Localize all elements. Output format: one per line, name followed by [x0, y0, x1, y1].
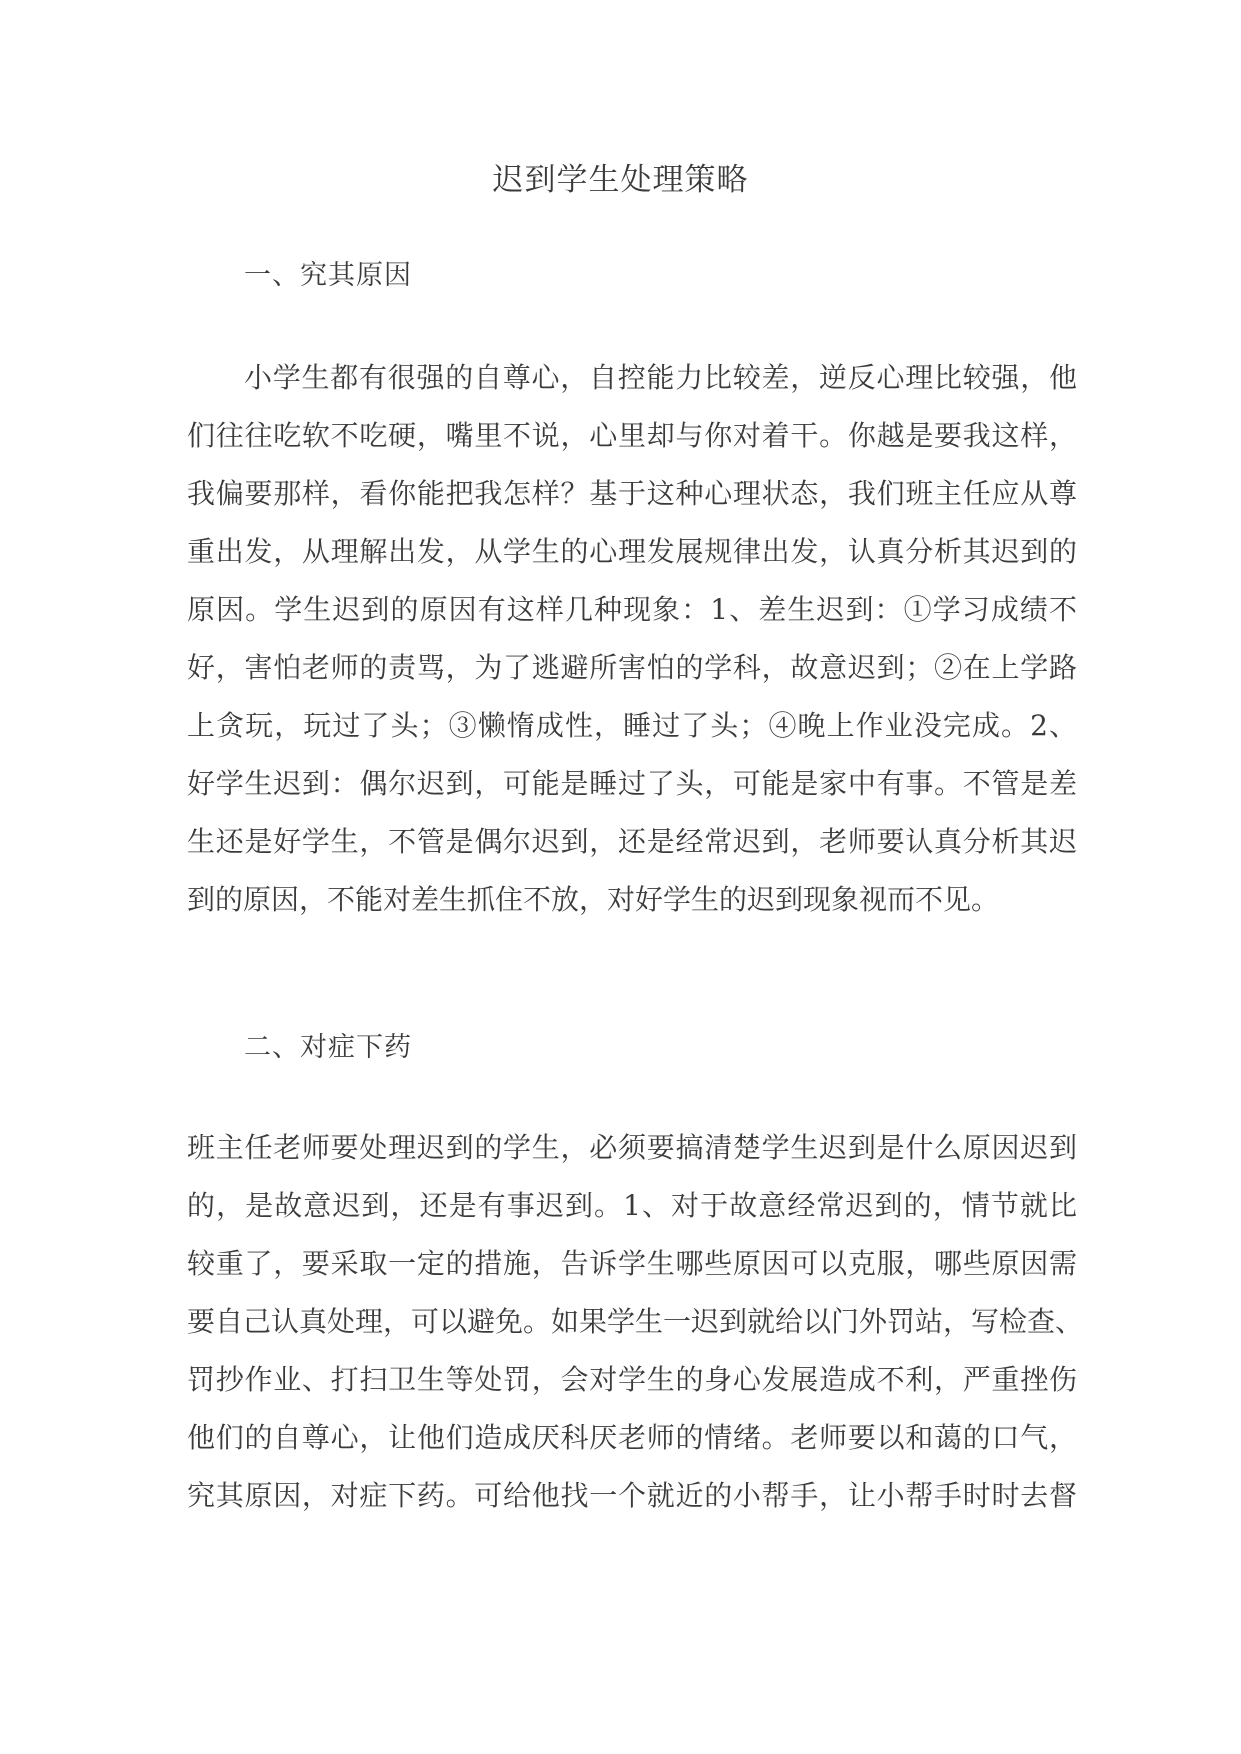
- section-1-paragraph: [187, 349, 1077, 929]
- paragraph-line: 们往往吃软不吃硬，嘴里不说，心里却与你对着干。你越是要我这样，: [187, 419, 1077, 452]
- paragraph-line: 罚抄作业、打扫卫生等处罚，会对学生的身心发展造成不利，严重挫伤: [187, 1363, 1077, 1396]
- page-title: 迟到学生处理策略: [492, 162, 749, 198]
- section-2-paragraph: [187, 1119, 1084, 1525]
- section-heading-2: 二、对症下药: [244, 1032, 412, 1063]
- paragraph-line: 他们的自尊心，让他们造成厌科厌老师的情绪。老师要以和蔼的口气，: [187, 1421, 1077, 1454]
- paragraph-line: 生还是好学生，不管是偶尔迟到，还是经常迟到，老师要认真分析其迟: [187, 825, 1077, 858]
- paragraph-line: 好学生迟到：偶尔迟到，可能是睡过了头，可能是家中有事。不管是差: [187, 767, 1077, 800]
- paragraph-line: 的，是故意迟到，还是有事迟到。1、对于故意经常迟到的，情节就比: [187, 1189, 1077, 1222]
- section-heading-1: 一、究其原因: [244, 260, 412, 291]
- paragraph-line: 小学生都有很强的自尊心，自控能力比较差，逆反心理比较强，他: [244, 361, 1077, 394]
- paragraph-line: 好，害怕老师的责骂，为了逃避所害怕的学科，故意迟到；②在上学路: [187, 651, 1077, 684]
- paragraph-line: 班主任老师要处理迟到的学生，必须要搞清楚学生迟到是什么原因迟到: [187, 1131, 1077, 1164]
- paragraph-line: 重出发，从理解出发，从学生的心理发展规律出发，认真分析其迟到的: [187, 535, 1077, 568]
- paragraph-line: 原因。学生迟到的原因有这样几种现象：1、差生迟到：①学习成绩不: [187, 593, 1077, 626]
- paragraph-line: 到的原因，不能对差生抓住不放，对好学生的迟到现象视而不见。: [187, 883, 1000, 916]
- paragraph-line: 究其原因，对症下药。可给他找一个就近的小帮手，让小帮手时时去督: [187, 1479, 1077, 1512]
- paragraph-line: 上贪玩，玩过了头；③懒惰成性，睡过了头；④晚上作业没完成。2、: [187, 709, 1077, 742]
- paragraph-line: 要自己认真处理，可以避免。如果学生一迟到就给以门外罚站，写检查、: [187, 1305, 1084, 1338]
- paragraph-line: 我偏要那样，看你能把我怎样？基于这种心理状态，我们班主任应从尊: [187, 477, 1077, 510]
- paragraph-line: 较重了，要采取一定的措施，告诉学生哪些原因可以克服，哪些原因需: [187, 1247, 1077, 1280]
